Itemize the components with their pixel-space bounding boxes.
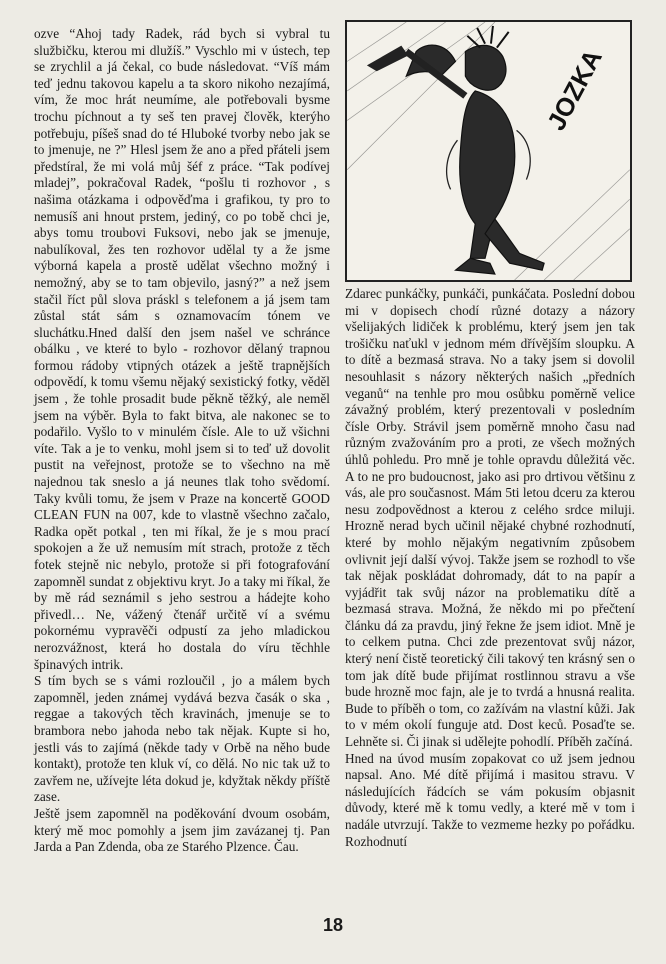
left-column-text (34, 26, 330, 856)
paragraph: Ještě jsem zapomněl na poděkování dvoum osobám, který mě moc pomohly a jsem jim zavázanej tj. Pan Jarda a Pan Zdenda, oba ze Starého Plzence. Čau. (34, 805, 330, 855)
illustration-signature: JOZKA (542, 45, 608, 136)
punk-figure-illustration (345, 20, 632, 282)
paragraph: S tím bych se s vámi rozloučil , jo a málem bych zapomněl, jeden známej vydává bezva časák o ska , reggae a takových těch kravinách, jmenuje se to brambora nebo jahoda nebo tak nějak. Kupte si ho, jestli vás to zajímá (někde tady v Orbě na něho bude kontakt), protože ten kluk ví, co dělá. No nic tak už to zavřem ne, užívejte léta dokud je, kdyžtak někdy příště zase. (34, 673, 330, 805)
paragraph: Hned na úvod musím zopakovat co už jsem jednou napsal. Ano. Mé dítě přijímá i masitou stravu. V následujících řádcích se vám pokusím objasnit důvody, které mě k tomu vedly, a které mě v tom i nadále utvrzují. Takže to vezmeme hezky po pořádku. Rozhodnutí (345, 750, 635, 849)
right-column-text (345, 286, 635, 850)
paragraph: ozve “Ahoj tady Radek, rád bych si vybral tu službičku, kterou mi dlužíš.” Vyschlo mi v ústech, tep se zrychlil a já čekal, co bude následovat. “Víš mám teď jednu takovou kapelu a ta skoro nikoho nezajímá, vím, že moc hrát neumíme, ale potřebovali bysme trochu píchnout a ty seš ten pravej člověk, kterýho potřebuju, píšeš snad do té Hluboké tvorby nebo jak se to jmenuje, ne ?” Hlesl jsem že ano a před přáteli jsem předstíral, že mi volá můj šéf z práce. “Tak podívej mladej”, pokračoval Radek, “pošlu ti rozhovor , s našima otázkama i odpověďma i grafikou, ty pro to nemusíš ani hnout prstem, jediný, co po tobě chci je, abys tomu troubovi Fuksovi, nebo jak se jmenuje, nabulíkoval, žes ten rozhovor udělal ty a že jsme výborná kapela a prostě udělat všechno možný i nemožný, aby se to tam objevilo, jasný?” a než jsem stačil říct půl slova práskl s telefonem a já jsem tam zůstal stát sám s oznamovacím tónem ve sluchátku.Hned další den jsem našel ve schránce obálku , ve které to bylo - rozhovor dělaný trapnou formou rádoby vtipných otázek a ještě trapnějších odpovědí, k tomu všemu nějaký sexistický fotky, věděl jsem , že tohle prosadit bude pěkně těžký, ale neměl jsem na výběr. Byla to fakt bitva, ale nakonec se to podařilo. Vyšlo to v minulém čísle. Ale to už všichni víte. Tak a je to venku, mohl jsem si to teď už dovolit pustit na veřejnost, protože se to všechno na mě najednou tak sneslo a já neunes tlak toho svědomí. Taky kvůli tomu, že jsem v Praze na koncertě GOOD CLEAN FUN na 007, kde to vlastně všechno začalo, Radka opět potkal , ten mi říkal, že je s mou prací spokojen a že už nemusím mít strach, protože z těch fotek stejně nic nebylo, protože si při fotografování zapomněl sundat z objektivu kryt. Jo a taky mi říkal, že by mě rád seznámil s jeho sestrou a hádejte koho přivedl… Ne, vážený čtenář určitě ví a svému pokornému vypravěči odpustí za jeho mladickou nerozvážnost, která ho dostala do víru těchhle špinavých intrik. (34, 26, 330, 672)
punk-figure-drawing-icon (347, 22, 630, 280)
page-number: 18 (322, 915, 344, 935)
paragraph: Zdarec punkáčky, punkáči, punkáčata. Poslední dobou mi v dopisech chodí různé dotazy a názory všelijakých lidiček k problému, který jsem jen tak trošičku naťukl v jednom mém dřívějším sloupku. A to dítě a bezmasá strava. No a taky jsem si dovolil nesouhlasit s názory některých našich „předních veganů“ na tenhle pro mou osůbku poměrně velice závažný problém, který prezentovali v posledním čísle Orby. Strávil jsem poměrně mnoho času nad různým zvažováním pro a proti, ze všech možných úhlů pohledu. Pro mně je tohle opravdu důležitá věc. A to ne pro budoucnost, jako asi pro drtivou většinu z vás, ale pro současnost. Mám 5ti letou dceru za kterou nesu zodpovědnost a kterou z celého srdce miluji. Hrozně nerad bych učinil nějaké chybné rozhodnutí, které by mohlo nějakým negativním způsobem ovlivnit její další vývoj. Takže jsem se rozhodl to vše tak nějak poskládat dohromady, dát to na papír a vyjádřit tak svůj názor na problematiku dítě a bezmasá strava. Možná, že někdo mi po přečtení článku dá za pravdu, jiný řekne že jsem idiot. Mně je to celkem putna. Chci zde prezentovat svůj názor, který není čistě teoretický čili takový ten krásný sen o tom jak dítě bude přijímat rostlinnou stravu a vše bude hrozně moc fajn, ale je to tvrdá a hnusná realita. Bude to příběh o tom, co zažívám na vlastní kůži. Jak to v mém okolí funguje atd. Dost keců. Posaďte se. Lehněte si. Či jinak si udělejte pohodlí. Příběh začíná. (345, 286, 635, 750)
